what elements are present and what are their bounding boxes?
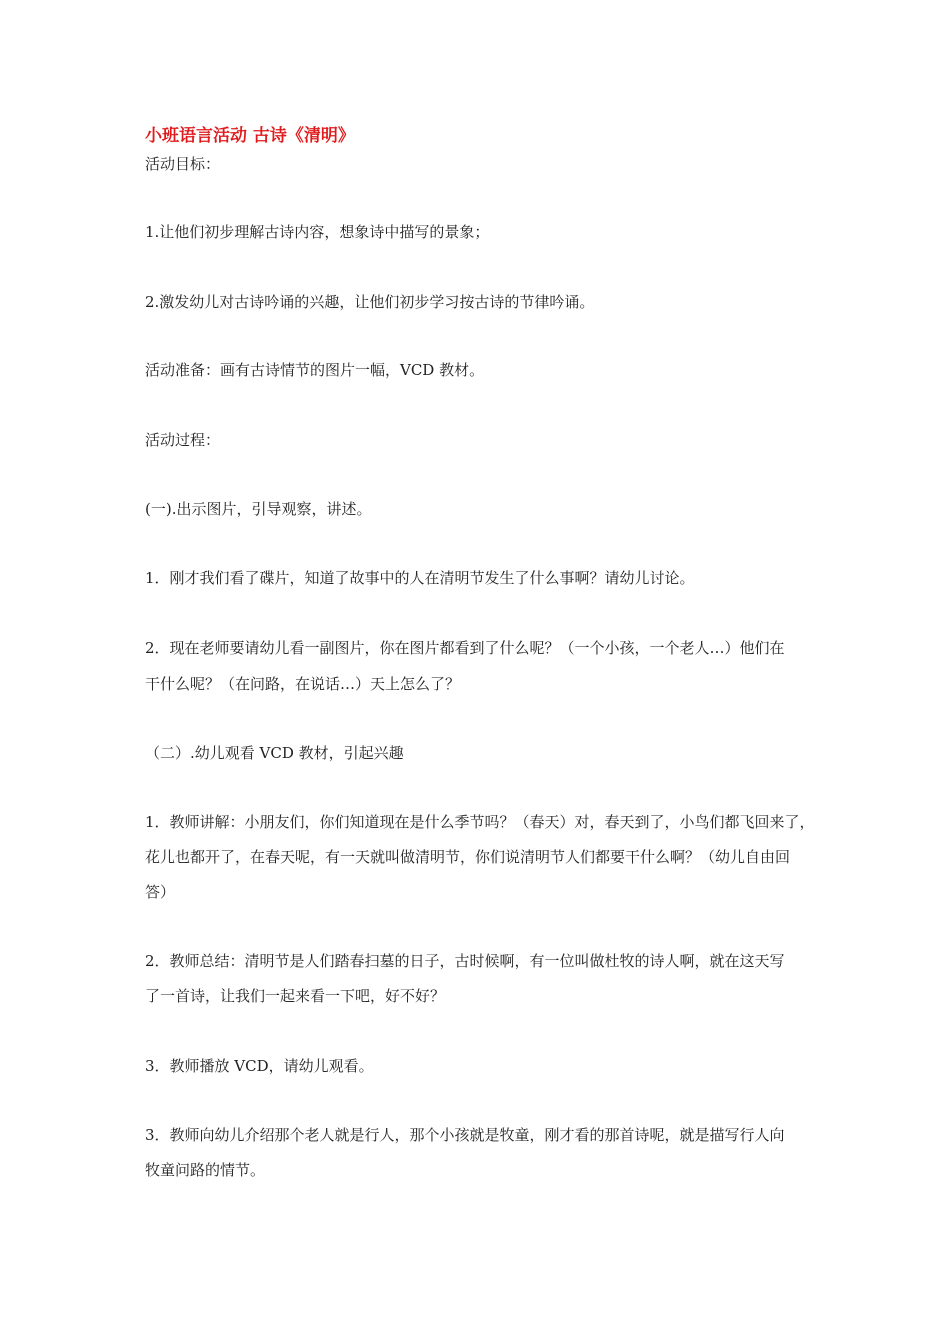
document-title: 小班语言活动 古诗《清明》 (145, 126, 355, 146)
paragraph-line: 花儿也都开了，在春天呢，有一天就叫做清明节，你们说清明节人们都要干什么啊？（幼儿自由回 (145, 848, 791, 866)
objective-2: 2.激发幼儿对古诗吟诵的兴趣，让他们初步学习按古诗的节律吟诵。 (145, 293, 595, 311)
paragraph-line: 1．刚才我们看了碟片，知道了故事中的人在清明节发生了什么事啊？请幼儿讨论。 (145, 569, 695, 587)
preparation-text: 活动准备：画有古诗情节的图片一幅，VCD 教材。 (145, 361, 485, 379)
paragraph-line: 2．教师总结：清明节是人们踏春扫墓的日子，古时候啊，有一位叫做杜牧的诗人啊，就在这天写 (145, 952, 785, 970)
paragraph-line: 牧童问路的情节。 (145, 1161, 266, 1179)
process-heading: 活动过程： (145, 431, 221, 449)
section-1-heading: (一).出示图片，引导观察，讲述。 (145, 500, 372, 518)
objectives-heading: 活动目标： (145, 155, 221, 173)
paragraph-line: 3．教师播放 VCD，请幼儿观看。 (145, 1057, 374, 1075)
paragraph-line: 2．现在老师要请幼儿看一副图片，你在图片都看到了什么呢？（一个小孩，一个老人…）他们在 (145, 639, 785, 657)
section-2-heading: （二）.幼儿观看 VCD 教材，引起兴趣 (145, 744, 404, 762)
paragraph-line: 答） (145, 883, 176, 901)
paragraph-line: 3．教师向幼儿介绍那个老人就是行人，那个小孩就是牧童，刚才看的那首诗呢，就是描写行人向 (145, 1126, 785, 1144)
paragraph-line: 1．教师讲解：小朋友们，你们知道现在是什么季节吗？（春天）对，春天到了，小鸟们都飞回来了， (145, 813, 815, 831)
objective-1: 1.让他们初步理解古诗内容，想象诗中描写的景象； (145, 223, 490, 241)
paragraph-line: 了一首诗，让我们一起来看一下吧，好不好？ (145, 987, 446, 1005)
paragraph-line: 干什么呢？（在问路，在说话…）天上怎么了？ (145, 675, 461, 693)
